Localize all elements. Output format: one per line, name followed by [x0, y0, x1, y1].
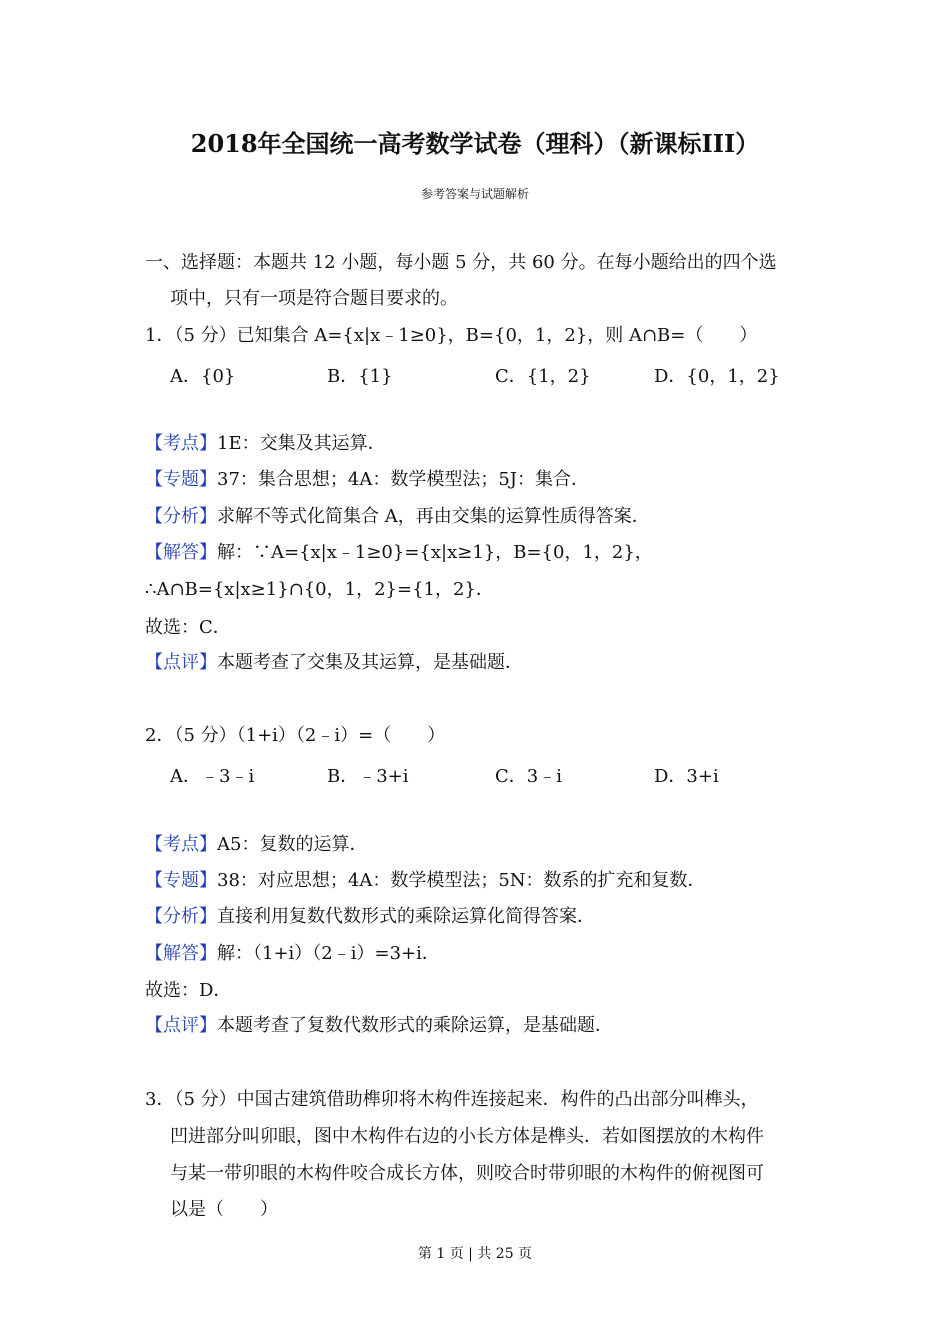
- zhuanti-text: 38：对应思想；4A：数学模型法；5N：数系的扩充和复数．: [217, 870, 706, 891]
- question-1-dianping: [145, 651, 523, 675]
- question-1-jieda-cont: ∴A∩B={x|x≥1}∩{0，1，2}={1，2}．: [145, 579, 494, 600]
- question-1-option-d: D．{0，1，2}: [654, 366, 780, 387]
- question-2-kaodian: [145, 833, 367, 857]
- kaodian-text: A5：复数的运算．: [217, 834, 368, 855]
- question-1-answer: 故选：C．: [145, 617, 231, 638]
- question-1-fenxi: [145, 505, 650, 529]
- question-2-dianping: [145, 1014, 613, 1038]
- question-3-stem-cont: 以是（ ）: [170, 1199, 278, 1220]
- question-3-stem-cont: 与某一带卯眼的木构件咬合成长方体，则咬合时带卯眼的木构件的俯视图可: [170, 1163, 764, 1184]
- kaodian-tag: 【考点】: [145, 433, 217, 454]
- zhuanti-tag: 【专题】: [145, 469, 217, 490]
- jieda-tag: 【解答】: [145, 943, 217, 964]
- question-3-stem: 3．（5 分）中国古建筑借助榫卯将木构件连接起来．构件的凸出部分叫榫头，: [145, 1089, 759, 1110]
- fenxi-text: 直接利用复数代数形式的乘除运算化简得答案．: [217, 906, 595, 927]
- question-1-kaodian: [145, 432, 386, 456]
- kaodian-text: 1E：交集及其运算．: [217, 433, 386, 454]
- question-1-option-c: C．{1，2}: [495, 366, 591, 387]
- question-2-option-a: A．﹣3﹣i: [170, 766, 255, 787]
- zhuanti-text: 37：集合思想；4A：数学模型法；5J：集合．: [217, 469, 590, 490]
- jieda-tag: 【解答】: [145, 542, 217, 563]
- document-title: 2018年全国统一高考数学试卷（理科）（新课标III）: [190, 129, 760, 158]
- question-2-zhuanti: [145, 869, 706, 893]
- fenxi-text: 求解不等式化简集合 A，再由交集的运算性质得答案．: [217, 506, 650, 527]
- question-1-stem: 1．（5 分）已知集合 A={x|x﹣1≥0}，B={0，1，2}，则 A∩B=（ ）: [145, 325, 758, 346]
- dianping-tag: 【点评】: [145, 652, 217, 673]
- question-1-jieda: [145, 541, 653, 565]
- question-1-zhuanti: [145, 468, 589, 492]
- question-3-stem-cont: 凹进部分叫卯眼，图中木构件右边的小长方体是榫头．若如图摆放的木构件: [170, 1126, 764, 1147]
- question-2-option-d: D．3+i: [654, 766, 719, 787]
- question-1-option-a: A．{0}: [170, 366, 236, 387]
- fenxi-tag: 【分析】: [145, 906, 217, 927]
- fenxi-tag: 【分析】: [145, 506, 217, 527]
- section-heading-cont: 项中，只有一项是符合题目要求的。: [170, 288, 458, 309]
- dianping-text: 本题考查了交集及其运算，是基础题．: [217, 652, 523, 673]
- page-footer: 第 1 页 | 共 25 页: [417, 1246, 533, 1262]
- jieda-text: 解：∵A={x|x﹣1≥0}={x|x≥1}，B={0，1，2}，: [217, 542, 653, 563]
- zhuanti-tag: 【专题】: [145, 870, 217, 891]
- question-2-fenxi: [145, 905, 595, 929]
- jieda-text: 解：（1+i）（2﹣i）=3+i．: [217, 943, 440, 964]
- question-2-stem: 2．（5 分）（1+i）（2﹣i）=（ ）: [145, 725, 446, 746]
- question-2-option-c: C．3﹣i: [495, 766, 562, 787]
- question-1-option-b: B．{1}: [327, 366, 393, 387]
- dianping-tag: 【点评】: [145, 1015, 217, 1036]
- kaodian-tag: 【考点】: [145, 834, 217, 855]
- question-2-option-b: B．﹣3+i: [327, 766, 409, 787]
- question-2-jieda: [145, 942, 440, 966]
- section-heading: 一、选择题：本题共 12 小题，每小题 5 分，共 60 分。在每小题给出的四个选: [145, 252, 777, 273]
- question-2-answer: 故选：D．: [145, 980, 232, 1001]
- document-subtitle: 参考答案与试题解析: [420, 187, 529, 201]
- dianping-text: 本题考查了复数代数形式的乘除运算，是基础题．: [217, 1015, 613, 1036]
